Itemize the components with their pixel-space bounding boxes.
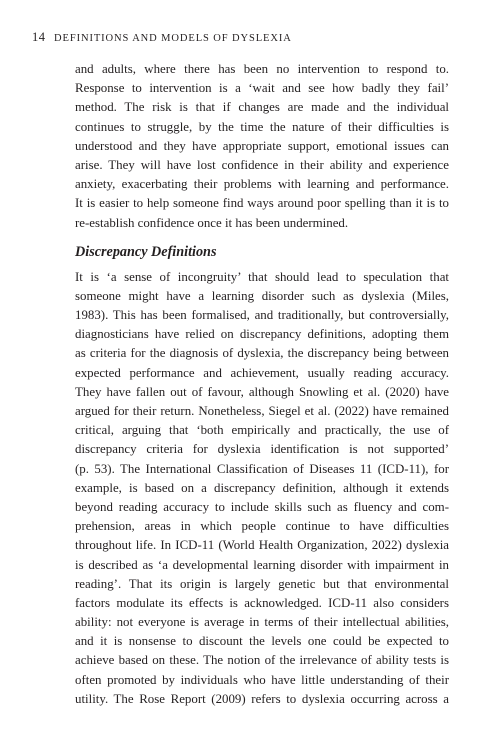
text-line: as criteria for the diagnosis of dyslexia, the discrepancy being between	[75, 346, 449, 361]
text-line: expected performance and achievement, usually reading accuracy.	[75, 365, 449, 380]
text-line: throughout life. In ICD-11 (World Health Organization, 2022) dyslexia	[75, 538, 449, 553]
text-line: Response to intervention is a ‘wait and see how badly they fail’	[75, 81, 449, 96]
text-line: (p. 53). The International Classification of Diseases 11 (ICD-11), for	[75, 461, 449, 476]
text-line: arise. They will have lost confidence in their ability and experience	[75, 157, 449, 172]
text-line: beyond reading accuracy to include skills such as fluency and com-	[75, 499, 449, 514]
text-line: method. The risk is that if changes are made and the individual	[75, 100, 449, 115]
text-line: continues to struggle, by the time the nature of their difficulties is	[75, 119, 449, 134]
text-line: prehension, areas in which people continue to have difficulties	[75, 519, 449, 534]
text-line: is described as ‘a developmental learning disorder with impairment in	[75, 557, 449, 572]
body-text	[75, 60, 449, 709]
paragraph-continuation	[75, 60, 449, 233]
page-number: 14	[32, 30, 46, 44]
text-line: argued for their return. Nonetheless, Siegel et al. (2022) have remained	[75, 404, 449, 418]
running-head-title: DEFINITIONS AND MODELS OF DYSLEXIA	[54, 33, 292, 44]
section-heading: Discrepancy Definitions	[75, 243, 217, 260]
text-line: utility. The Rose Report (2009) refers to dyslexia occurring across a	[75, 691, 449, 706]
text-line: and adults, where there has been no intervention to respond to.	[75, 62, 449, 76]
text-line: achieve based on these. The notion of the irrelevance of ability tests is	[75, 653, 449, 668]
paragraph-discrepancy	[75, 268, 449, 709]
text-line: 1983). This has been formalised, and traditionally, but controversially,	[75, 308, 449, 323]
text-line: re-establish confidence once it has been undermined.	[75, 215, 349, 230]
text-line: diagnosticians have relied on discrepancy definitions, adopting them	[75, 327, 449, 342]
text-line: understood and they have appropriate support, emotional issues can	[75, 138, 449, 153]
text-line: critical, arguing that ‘both empirically and practically, the use of	[75, 423, 449, 438]
text-line: reading’. That its origin is largely genetic but that environmental	[75, 576, 449, 591]
text-line: factors modulate its effects is acknowledged. ICD-11 also considers	[75, 595, 449, 610]
text-line: example, is based on a discrepancy definition, although it extends	[75, 480, 449, 495]
text-line: They have fallen out of favour, although Snowling et al. (2020) have	[75, 384, 449, 399]
text-line: anxiety, exacerbating their problems with learning and performance.	[75, 177, 449, 192]
running-head	[32, 30, 472, 45]
text-line: and it is nonsense to discount the levels one could be expected to	[75, 634, 449, 649]
text-line: discrepancy criteria for dyslexia identification is not supported’	[75, 442, 449, 457]
text-line: It is ‘a sense of incongruity’ that should lead to speculation that	[75, 269, 449, 284]
text-line: someone might have a learning disorder such as dyslexia (Miles,	[75, 288, 449, 303]
text-line: often promoted by individuals who have little understanding of their	[75, 672, 449, 687]
text-line: It is easier to help someone find ways around poor spelling than it is to	[75, 196, 449, 211]
text-line: ability: not everyone is average in terms of their intellectual abilities,	[75, 615, 449, 630]
